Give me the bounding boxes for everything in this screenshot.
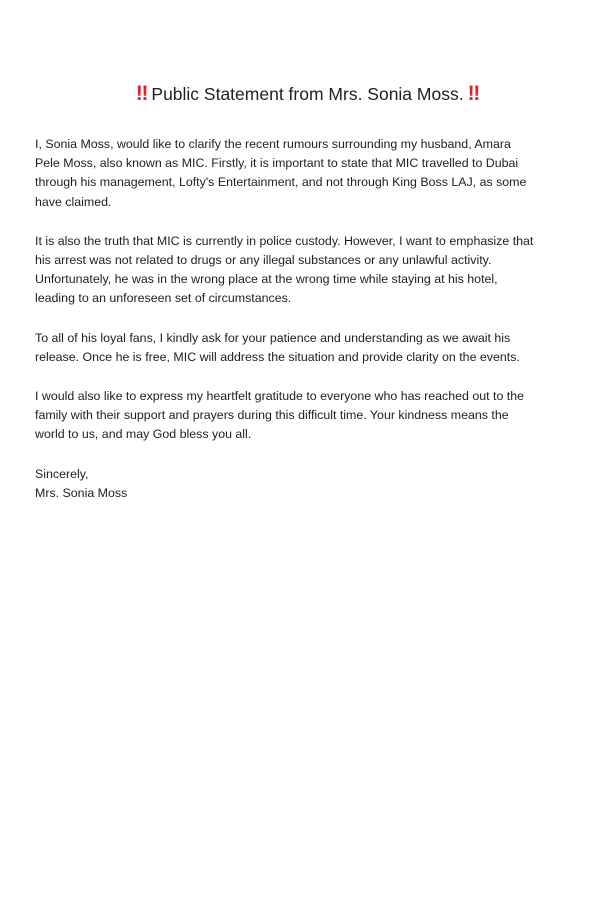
text-line: Unfortunately, he was in the wrong place at the wrong time while staying at his hotel, <box>35 272 498 287</box>
double-exclamation-icon: ‼ <box>135 82 146 105</box>
paragraph-custody <box>35 232 583 309</box>
closing-text: Sincerely, <box>35 466 89 481</box>
text-line: family with their support and prayers during this difficult time. Your kindness means the <box>35 408 509 423</box>
text-line: It is also the truth that MIC is currently in police custody. However, I want to emphasize that <box>35 233 534 248</box>
text-line: have claimed. <box>35 194 112 209</box>
text-line: I would also like to express my heartfelt gratitude to everyone who has reached out to the <box>35 389 525 404</box>
statement-title <box>0 82 613 106</box>
text-line: Pele Moss, also known as MIC. Firstly, it is important to state that MIC travelled to Dubai <box>35 156 519 171</box>
text-line: world to us, and may God bless you all. <box>35 427 252 442</box>
paragraph-gratitude <box>35 387 583 445</box>
text-line: release. Once he is free, MIC will address the situation and provide clarity on the events. <box>35 349 520 364</box>
statement-title-text: Public Statement from Mrs. Sonia Moss. <box>151 84 464 104</box>
signoff <box>35 465 583 503</box>
text-line: his arrest was not related to drugs or any illegal substances or any unlawful activity. <box>35 253 492 268</box>
text-line: I, Sonia Moss, would like to clarify the recent rumours surrounding my husband, Amara <box>35 137 511 151</box>
statement-body <box>35 135 583 503</box>
signatory-name: Mrs. Sonia Moss <box>35 485 128 500</box>
double-exclamation-icon: ‼ <box>467 82 478 105</box>
paragraph-fans <box>35 329 583 367</box>
paragraph-rumours <box>35 135 583 212</box>
text-line: To all of his loyal fans, I kindly ask for your patience and understanding as we await his <box>35 330 511 345</box>
text-line: leading to an unforeseen set of circumstances. <box>35 291 292 306</box>
text-line: through his management, Lofty's Entertainment, and not through King Boss LAJ, as some <box>35 175 527 190</box>
